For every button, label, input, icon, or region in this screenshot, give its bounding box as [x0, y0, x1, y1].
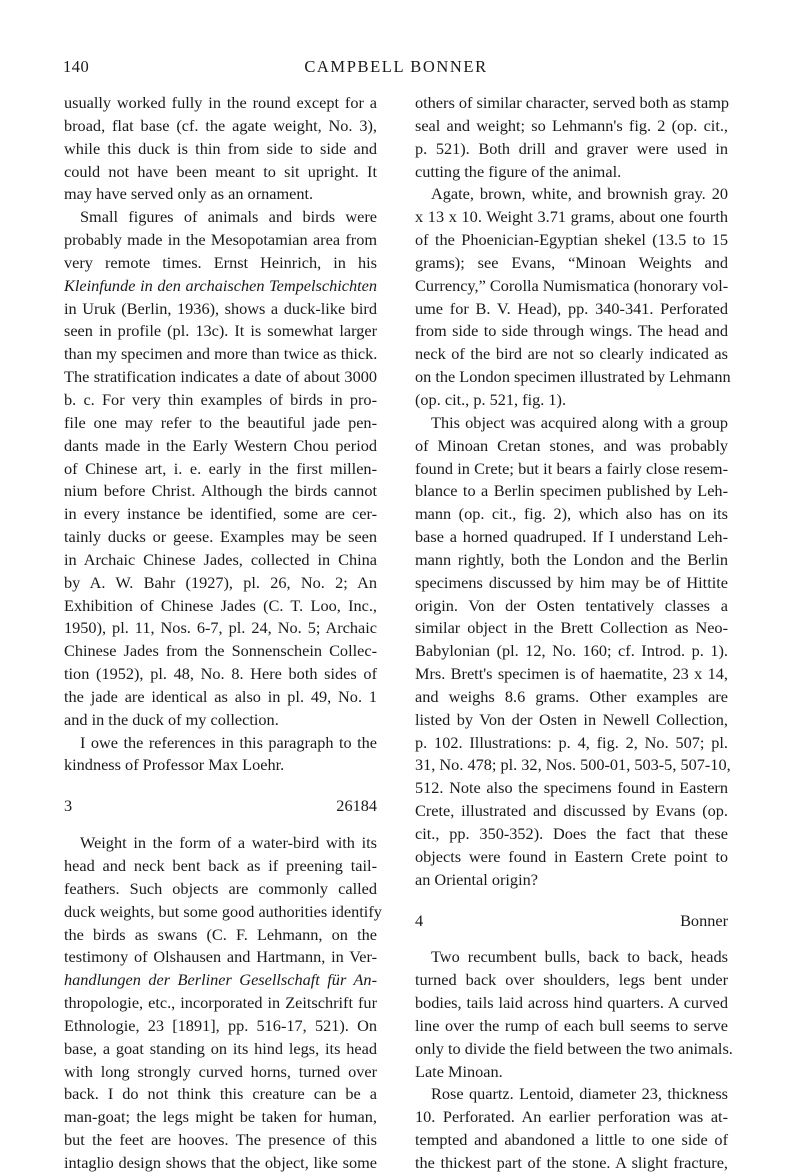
text-line: Currency,” Corolla Numismatica (honorary vol-: [415, 275, 729, 295]
text-line: duck weights, but some good authorities identify: [64, 901, 382, 921]
text-line: man-goat; the legs might be taken for human,: [64, 1107, 377, 1127]
text-line: seal and weight; so Lehmann's fig. 2 (op. cit.,: [415, 115, 728, 135]
text-line: Ethnologie, 23 [1891], pp. 516-17, 521). On: [64, 1015, 377, 1035]
text-line: line over the rump of each bull seems to serve: [415, 1015, 728, 1035]
right-column: [415, 92, 733, 1175]
text-line: the jade are identical as also in pl. 49, No. 1: [64, 686, 377, 706]
text-line: of the Phoenician-Egyptian shekel (13.5 to 15: [415, 230, 728, 250]
text-line: handlungen der Berliner Gesellschaft für An-: [64, 970, 377, 990]
text-line: specimens discussed by him may be of Hittite: [415, 572, 728, 592]
text-line: base, a goat standing on its hind legs, its head: [64, 1038, 377, 1058]
text-line: base a horned quadruped. If I understand Leh-: [415, 527, 728, 547]
paragraph: [64, 832, 382, 1175]
text-line: usually worked fully in the round except for a: [64, 93, 377, 112]
text-line: and weighs 8.6 grams. Other examples are: [415, 686, 728, 706]
text-line: Rose quartz. Lentoid, diameter 23, thickness: [431, 1084, 728, 1104]
paragraph: [64, 732, 377, 778]
text-line: neck of the bird are not so clearly indicated as: [415, 344, 728, 364]
running-head: CAMPBELL BONNER: [304, 57, 488, 76]
text-line: and in the duck of my collection.: [64, 709, 279, 729]
entry-number: 3: [64, 796, 73, 816]
text-line: of Chinese art, i. e. early in the first millen-: [64, 458, 377, 478]
paragraph: [415, 412, 731, 892]
paragraph: [64, 92, 377, 206]
text-line: in Uruk (Berlin, 1936), shows a duck-like bird: [64, 298, 377, 318]
text-line: 31, No. 478; pl. 32, Nos. 500-01, 503-5, 507-10,: [415, 755, 731, 775]
text-line: The stratification indicates a date of about 3000: [64, 367, 377, 387]
paragraph: [415, 183, 731, 411]
paragraph: [415, 946, 733, 1083]
text-line: bodies, tails laid across hind quarters. A curved: [415, 993, 728, 1013]
text-line: p. 102. Illustrations: p. 4, fig. 2, No. 507; pl.: [415, 732, 728, 752]
text-line: seen in profile (pl. 13c). It is somewhat larger: [64, 321, 377, 341]
text-line: only to divide the field between the two animals.: [415, 1038, 733, 1058]
left-column: [64, 92, 382, 1175]
text-line: file one may refer to the beautiful jade pen-: [64, 412, 377, 432]
text-line: thropologie, etc., incorporated in Zeitschrift fur: [64, 993, 377, 1013]
text-line: b. c. For very thin examples of birds in pro-: [64, 389, 377, 409]
text-line: Weight in the form of a water-bird with its: [80, 833, 377, 853]
text-line: from side to side through wings. The head and: [415, 321, 728, 341]
text-line: listed by Von der Osten in Newell Collection,: [415, 709, 728, 729]
paragraph: [64, 206, 377, 731]
text-line: broad, flat base (cf. the agate weight, No. 3),: [64, 115, 377, 135]
text-line: 512. Note also the specimens found in Eastern: [415, 778, 728, 798]
text-line: mann rightly, both the London and the Berlin: [415, 549, 728, 569]
text-line: Late Minoan.: [415, 1061, 503, 1081]
text-line: an Oriental origin?: [415, 869, 538, 889]
text-line: p. 521). Both drill and graver were used in: [415, 138, 728, 158]
text-line: Babylonian (pl. 12, No. 160; cf. Introd. p. 1).: [415, 641, 728, 661]
text-line: may have served only as an ornament.: [64, 184, 314, 204]
text-line: while this duck is thin from side to side and: [64, 138, 377, 158]
entry-number: 4: [415, 910, 424, 930]
text-line: ume for B. V. Head), pp. 340-341. Perforated: [415, 298, 728, 318]
text-line: the birds as swans (C. F. Lehmann, on the: [64, 924, 377, 944]
text-line: Small figures of animals and birds were: [80, 207, 377, 227]
text-line: I owe the references in this paragraph to the: [80, 732, 377, 752]
text-line: with long strongly curved horns, turned over: [64, 1061, 377, 1081]
text-line: than my specimen and more than twice as thick.: [64, 344, 378, 364]
text-line: the thickest part of the stone. A slight fracture,: [415, 1152, 728, 1172]
text-line: grams); see Evans, “Minoan Weights and: [415, 252, 728, 272]
text-line: on the London specimen illustrated by Lehmann: [415, 367, 731, 387]
text-line: feathers. Such objects are commonly called: [64, 878, 377, 898]
text-line: probably made in the Mesopotamian area from: [64, 230, 377, 250]
text-line: Exhibition of Chinese Jades (C. T. Loo, Inc.,: [64, 595, 377, 615]
text-line: but the feet are hooves. The presence of this: [64, 1130, 377, 1150]
text-line: cit., pp. 350-352). Does the fact that these: [415, 824, 728, 843]
page-number: 140: [63, 57, 90, 76]
text-line: could not have been meant to sit upright. It: [64, 161, 377, 181]
text-line: others of similar character, served both as stamp: [415, 93, 730, 112]
text-line: very remote times. Ernst Heinrich, in his: [64, 252, 377, 272]
text-line: objects were found in Eastern Crete point to: [415, 846, 728, 866]
text-line: 10. Perforated. An earlier perforation was at-: [415, 1107, 728, 1127]
text-line: cutting the figure of the animal.: [415, 161, 622, 181]
text-line: nium before Christ. Although the birds cannot: [64, 481, 377, 501]
text-line: turned back over shoulders, legs bent under: [415, 970, 728, 990]
text-line: in Archaic Chinese Jades, collected in China: [64, 549, 377, 569]
text-line: origin. Von der Osten tentatively classes a: [415, 595, 728, 615]
text-line: tainly ducks or geese. Examples may be seen: [64, 527, 377, 547]
text-line: kindness of Professor Max Loehr.: [64, 755, 285, 775]
text-line: intaglio design shows that the object, like some: [64, 1152, 377, 1172]
catalog-number: 26184: [336, 796, 377, 816]
text-line: Crete, illustrated and discussed by Evans (op.: [415, 801, 728, 821]
text-line: tion (1952), pl. 48, No. 8. Here both sides of: [64, 664, 377, 684]
text-line: 1950), pl. 11, Nos. 6-7, pl. 24, No. 5; Archaic: [64, 618, 377, 638]
text-line: Agate, brown, white, and brownish gray. 20: [431, 184, 728, 204]
text-line: in every instance be identified, some are cer-: [64, 504, 377, 524]
text-line: head and neck bent back as if preening tail-: [64, 856, 377, 875]
catalog-entry-heading: [64, 795, 377, 818]
text-line: Kleinfunde in den archaischen Tempelschichten: [64, 275, 377, 295]
catalog-number: Bonner: [680, 910, 728, 930]
text-line: back. I do not think this creature can be a: [64, 1084, 377, 1104]
text-line: testimony of Olshausen and Hartmann, in Ver-: [64, 947, 377, 967]
text-line: Mrs. Brett's specimen is of haematite, 23 x 14,: [415, 664, 728, 684]
text-line: x 13 x 10. Weight 3.71 grams, about one fourth: [415, 207, 728, 227]
text-line: mann (op. cit., fig. 2), which also has on its: [415, 504, 728, 524]
text-line: tempted and abandoned a little to one side of: [415, 1130, 728, 1150]
text-line: by A. W. Bahr (1927), pl. 26, No. 2; An: [64, 572, 377, 592]
paragraph: [415, 1083, 728, 1174]
catalog-entry-heading: [415, 910, 728, 933]
text-line: Two recumbent bulls, back to back, heads: [431, 947, 728, 967]
text-line: (op. cit., p. 521, fig. 1).: [415, 389, 567, 409]
text-line: similar object in the Brett Collection as Neo-: [415, 618, 728, 638]
paragraph: [415, 92, 728, 183]
page-header: [0, 57, 792, 81]
text-line: found in Crete; but it bears a fairly close resem-: [415, 458, 728, 478]
text-line: This object was acquired along with a group: [431, 412, 728, 432]
text-line: Chinese Jades from the Sonnenschein Collec-: [64, 641, 377, 661]
text-line: of Minoan Cretan stones, and was probably: [415, 435, 728, 455]
text-line: blance to a Berlin specimen published by Leh-: [415, 481, 728, 501]
text-line: dants made in the Early Western Chou period: [64, 435, 377, 455]
